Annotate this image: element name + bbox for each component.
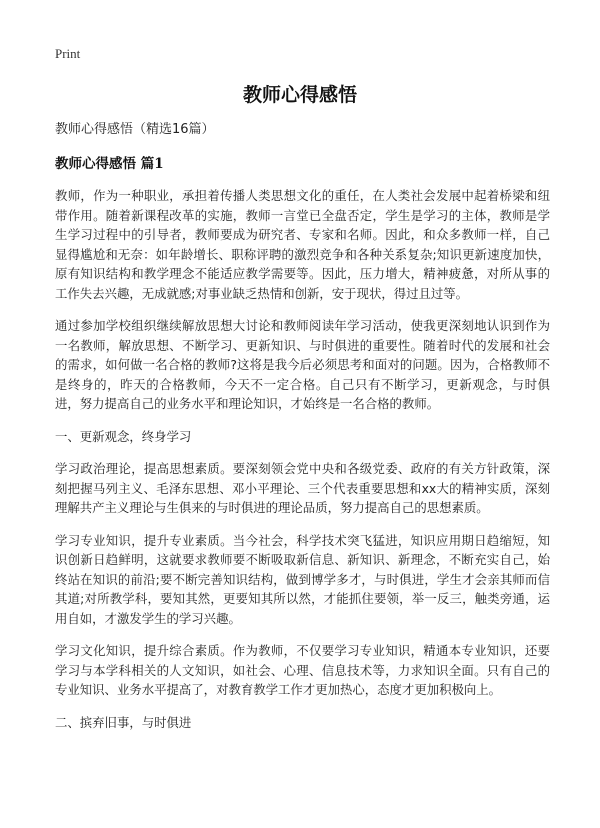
section-heading: 教师心得感悟 篇1 <box>55 156 164 172</box>
paragraph-3: 学习政治理论，提高思想素质。要深刻领会党中央和各级党委、政府的有关方针政策，深刻把握马列主义、毛泽东思想、邓小平理论、三个代表重要思想和xx大的精神实质，深刻理解共产主义理论与生俱来的与时俱进的理论品质，努力提高自己的思想素质。 <box>55 461 550 515</box>
paragraph-5: 学习文化知识，提升综合素质。作为教师，不仅要学习专业知识，精通本专业知识，还要学习与本学科相关的人文知识，如社会、心理、信息技术等，力求知识全面。只有自己的专业知识、业务水平提高了，对教育教学工作才更加热心，态度才更加积极向上。 <box>55 643 550 697</box>
print-link[interactable]: Print <box>55 46 81 61</box>
subheading-keep-pace: 二、摈弃旧事，与时俱进 <box>55 714 192 730</box>
paragraph-1: 教师，作为一种职业，承担着传播人类思想文化的重任，在人类社会发展中起着桥梁和纽带作用。随着新课程改革的实施，教师一言堂已全盘否定，学生是学习的主体，教师是学生学习过程中的引导者，教师要成为研究者、专家和名师。因此，和众多教师一样，自己显得尴尬和无奈：如年龄增长、职称评聘的激烈竞争和各种关系复杂;知识更新速度加快，原有知识结构和教学理念不能适应教学需要等。因此，压力增大，精神疲惫，对所从事的工作失去兴趣，无成就感;对事业缺乏热情和创新，安于现状，得过且过等。 <box>55 188 550 301</box>
paragraph-2: 通过参加学校组织继续解放思想大讨论和教师阅读年学习活动，使我更深刻地认识到作为一名教师，解放思想、不断学习、更新知识、与时俱进的重要性。随着时代的发展和社会的需求，如何做一名合格的教师?这将是我今后必须思考和面对的问题。因为，合格教师不是终身的，昨天的合格教师，今天不一定合格。自己只有不断学习，更新观念，与时俱进，努力提高自己的业务水平和理论知识，才始终是一名合格的教师。 <box>55 318 550 411</box>
article-body <box>55 120 550 745</box>
page-title: 教师心得感悟 <box>242 84 357 106</box>
subheading-update-ideas: 一、更新观念，终身学习 <box>55 428 192 444</box>
article-subtitle: 教师心得感悟（精选16篇） <box>55 122 215 137</box>
paragraph-4: 学习专业知识，提升专业素质。当今社会，科学技术突飞猛进，知识应用期日趋缩短，知识创新日趋鲜明，这就要求教师要不断吸取新信息、新知识、新理念，不断充实自己，始终站在知识的前沿;要不断完善知识结构，做到博学多才，与时俱进，学生才会亲其师而信其道;对所教学科，要知其然，更要知其所以然，才能抓住要领，举一反三，触类旁通，运用自如，才激发学生的学习兴趣。 <box>55 532 550 626</box>
